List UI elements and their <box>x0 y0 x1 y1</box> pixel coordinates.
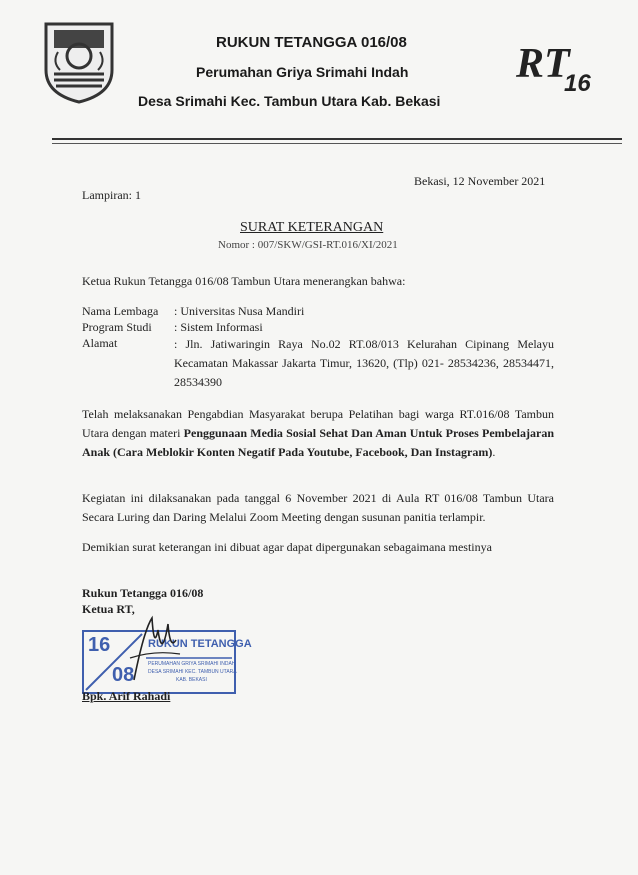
stamp-title: RUKUN TETANGGA <box>148 638 252 650</box>
intro-text: Ketua Rukun Tetangga 016/08 Tambun Utara menerangkan bahwa: <box>82 274 406 288</box>
rt-logo-number: 16 <box>564 70 591 97</box>
handwritten-signature-icon <box>124 610 184 690</box>
place-date: Bekasi, 12 November 2021 <box>414 174 546 188</box>
alamat-label: Alamat <box>82 336 118 350</box>
paragraph-3: Demikian surat keterangan ini dibuat agar dapat dipergunakan sebagaimana mestinya <box>82 540 492 554</box>
stamp-line-2: DESA SRIMAHI KEC. TAMBUN UTARA <box>148 669 237 675</box>
regency-emblem-icon <box>40 18 118 104</box>
signature-org: Rukun Tetangga 016/08 <box>82 586 204 600</box>
stamp-line-1: PERUMAHAN GRIYA SRIMAHI INDAH <box>148 661 236 667</box>
stamp-number-top: 16 <box>88 634 111 656</box>
header-line-2: Perumahan Griya Srimahi Indah <box>196 64 409 80</box>
header-rule-thin <box>52 143 622 144</box>
paragraph-1-bold: Penggunaan Media Sosial Sehat Dan Aman Untuk Proses Pembelajaran Anak (Cara Meblokir Konten Negatif Pada Youtube, Facebook, Dan Instagram) <box>82 426 554 459</box>
rt-logo <box>514 40 614 102</box>
header-line-1: RUKUN TETANGGA 016/08 <box>216 34 407 51</box>
lembaga-value: : Universitas Nusa Mandiri <box>174 304 305 318</box>
lembaga-label: Nama Lembaga <box>82 304 159 318</box>
stamp-number-bottom: 08 <box>112 664 135 686</box>
attachment: Lampiran: 1 <box>82 188 141 202</box>
paragraph-1 <box>82 405 554 462</box>
letter-number: Nomor : 007/SKW/GSI-RT.016/XI/2021 <box>218 239 398 251</box>
rt-logo-letters: RT <box>516 41 570 87</box>
header-rule-thick <box>52 138 622 140</box>
paragraph-1-end: . <box>492 445 496 459</box>
prodi-value: : Sistem Informasi <box>174 320 263 334</box>
signature-role: Ketua RT, <box>82 602 135 616</box>
prodi-label: Program Studi <box>82 320 152 334</box>
signatory-name: Bpk. Arif Rahadi <box>82 689 171 703</box>
paragraph-1-plain: Telah melaksanakan Pengabdian Masyarakat berupa Pelatihan bagi warga RT.016/08 Tambun Utara dengan materi <box>82 407 554 440</box>
header-line-3: Desa Srimahi Kec. Tambun Utara Kab. Bekasi <box>138 93 441 109</box>
stamp-line-3: KAB. BEKASI <box>176 677 207 683</box>
paragraph-2: Kegiatan ini dilaksanakan pada tanggal 6 November 2021 di Aula RT 016/08 Tambun Utara Secara Luring dan Daring Melalui Zoom Meeting dengan susunan panitia terlampir. <box>82 491 554 524</box>
alamat-value: : Jln. Jatiwaringin Raya No.02 RT.08/013 Kelurahan Cipinang Melayu Kecamatan Makassar Jakarta Timur, 13620, (Tlp) 021- 28534236, 28534471, 28534390 <box>174 337 554 389</box>
letter-title: SURAT KETERANGAN <box>240 220 384 235</box>
